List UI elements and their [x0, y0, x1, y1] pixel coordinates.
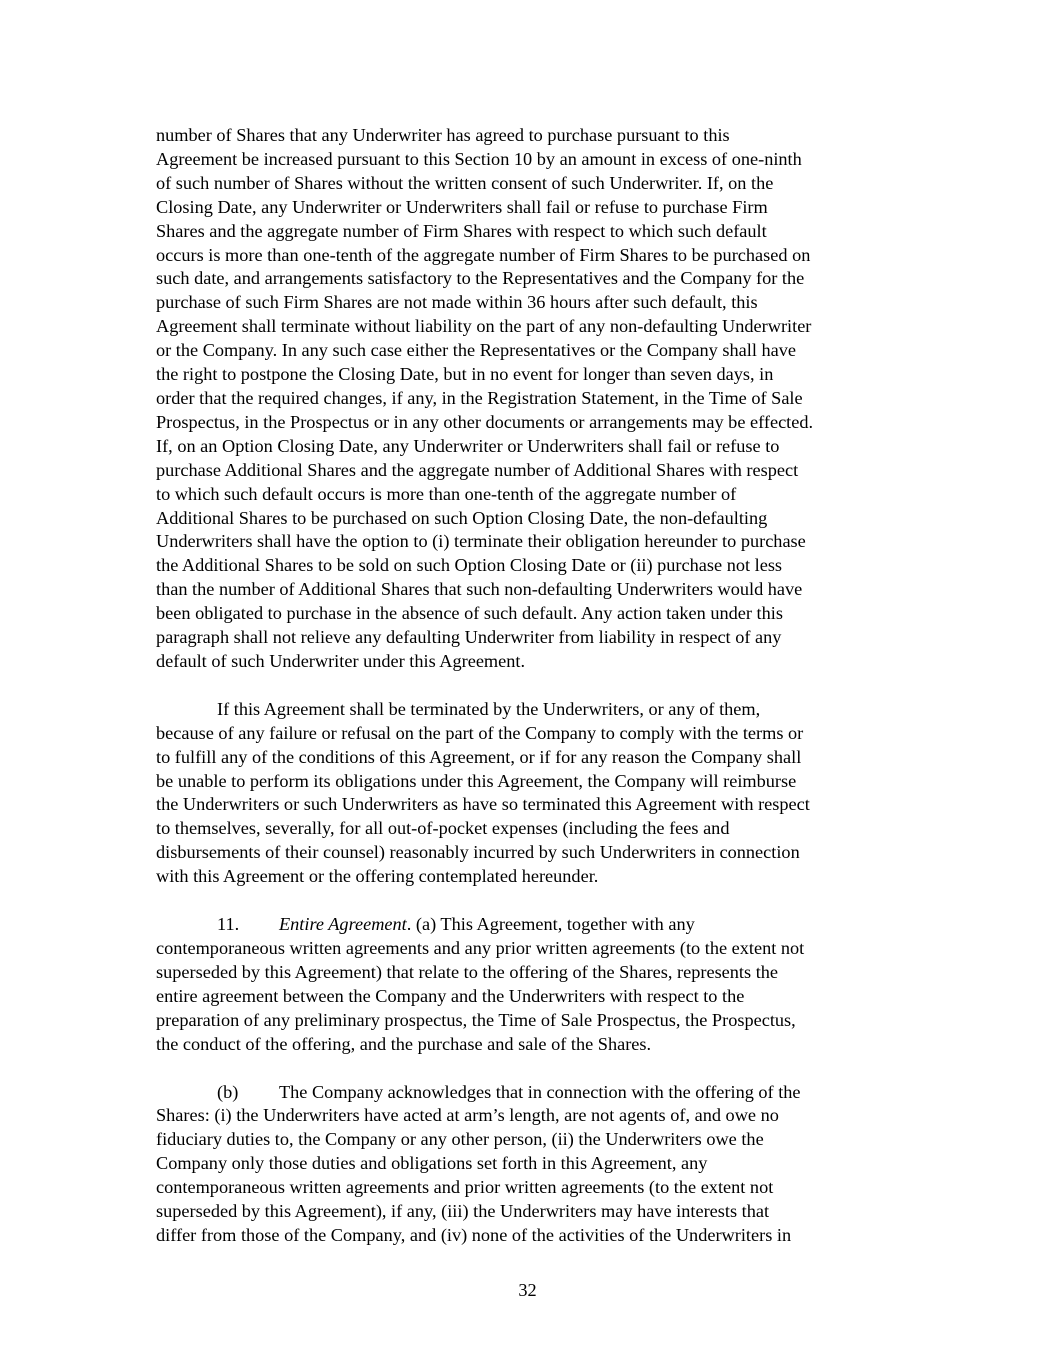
- paragraph-line: differ from those of the Company, and (iv) none of the activities of the Underwriters in: [156, 1224, 792, 1245]
- page-number: 32: [518, 1280, 537, 1300]
- paragraph-line: because of any failure or refusal on the part of the Company to comply with the terms or: [156, 722, 804, 743]
- paragraph-line: entire agreement between the Company and the Underwriters with respect to the: [156, 985, 745, 1006]
- paragraph-line: superseded by this Agreement) that relate to the offering of the Shares, represents the: [156, 961, 779, 982]
- paragraph-line: the right to postpone the Closing Date, but in no event for longer than seven days, in: [156, 364, 774, 385]
- paragraph-line: If, on an Option Closing Date, any Underwriter or Underwriters shall fail or refuse to: [156, 435, 780, 456]
- paragraph-line: contemporaneous written agreements and prior written agreements (to the extent not: [156, 1177, 774, 1198]
- paragraph-line: superseded by this Agreement), if any, (iii) the Underwriters may have interests that: [156, 1201, 770, 1222]
- paragraph-line: or the Company. In any such case either the Representatives or the Company shall have: [156, 340, 796, 361]
- paragraph-line: to fulfill any of the conditions of this Agreement, or if for any reason the Company shall: [156, 746, 802, 767]
- paragraph-line: purchase of such Firm Shares are not made within 36 hours after such default, this: [156, 292, 758, 313]
- paragraph-line: preparation of any preliminary prospectus, the Time of Sale Prospectus, the Prospectus,: [156, 1009, 796, 1030]
- paragraph-line: default of such Underwriter under this Agreement.: [156, 650, 526, 671]
- paragraph-line: with this Agreement or the offering contemplated hereunder.: [156, 866, 599, 887]
- paragraph-line: been obligated to purchase in the absence of such default. Any action taken under this: [156, 603, 783, 624]
- paragraph-line: contemporaneous written agreements and any prior written agreements (to the extent not: [156, 938, 805, 958]
- section-heading: Entire Agreement: [279, 914, 407, 935]
- paragraph-line: paragraph shall not relieve any defaulting Underwriter from liability in respect of any: [156, 627, 782, 648]
- paragraph-line: be unable to perform its obligations under this Agreement, the Company will reimburse: [156, 770, 797, 791]
- paragraph-line: Company only those duties and obligations set forth in this Agreement, any: [156, 1153, 708, 1174]
- paragraph-line: Additional Shares to be purchased on such Option Closing Date, the non-defaulting: [156, 507, 768, 528]
- paragraph-line: to which such default occurs is more than one-tenth of the aggregate number of: [156, 483, 737, 504]
- paragraph-line: occurs is more than one-tenth of the aggregate number of Firm Shares to be purchased on: [156, 244, 811, 265]
- section-heading-suffix: . (a) This Agreement, together with any: [406, 914, 695, 935]
- subsection-label: (b): [217, 1081, 239, 1102]
- section-number: 11.: [217, 914, 240, 935]
- subsection-first-text: The Company acknowledges that in connection with the offering of the: [279, 1081, 801, 1102]
- paragraph-line: Closing Date, any Underwriter or Underwriters shall fail or refuse to purchase Firm: [156, 196, 768, 217]
- paragraph-line: Shares: (i) the Underwriters have acted at arm’s length, are not agents of, and owe no: [156, 1105, 779, 1126]
- paragraph-line: disbursements of their counsel) reasonably incurred by such Underwriters in connection: [156, 842, 800, 863]
- paragraph-line: fiduciary duties to, the Company or any other person, (ii) the Underwriters owe the: [156, 1129, 764, 1150]
- paragraph-2: [156, 698, 901, 889]
- paragraph-line: such date, and arrangements satisfactory to the Representatives and the Company for the: [156, 268, 805, 289]
- paragraph-line: the Additional Shares to be sold on such Option Closing Date or (ii) purchase not less: [156, 555, 783, 576]
- document-body: [156, 124, 901, 1248]
- paragraph-line: of such number of Shares without the written consent of such Underwriter. If, on the: [156, 172, 774, 193]
- subsection-first-line: [156, 1081, 901, 1105]
- paragraph-line: the Underwriters or such Underwriters as have so terminated this Agreement with respect: [156, 794, 810, 815]
- paragraph-line: order that the required changes, if any, in the Registration Statement, in the Time of Sale: [156, 387, 803, 408]
- paragraph-line: Prospectus, in the Prospectus or in any other documents or arrangements may be effected.: [156, 411, 814, 432]
- paragraph-line: number of Shares that any Underwriter has agreed to purchase pursuant to this: [156, 125, 730, 145]
- paragraph-line: Agreement be increased pursuant to this Section 10 by an amount in excess of one-ninth: [156, 148, 802, 169]
- section-heading-line: [156, 913, 901, 937]
- paragraph-line: than the number of Additional Shares that such non-defaulting Underwriters would have: [156, 579, 803, 600]
- paragraph-line: to themselves, severally, for all out-of-pocket expenses (including the fees and: [156, 818, 730, 839]
- paragraph-line: Underwriters shall have the option to (i) terminate their obligation hereunder to purchase: [156, 531, 806, 552]
- paragraph-line: Shares and the aggregate number of Firm Shares with respect to which such default: [156, 220, 767, 241]
- paragraph-line: purchase Additional Shares and the aggregate number of Additional Shares with respect: [156, 459, 799, 480]
- paragraph-line-first: [156, 698, 901, 722]
- paragraph-line-text: If this Agreement shall be terminated by the Underwriters, or any of them,: [217, 698, 761, 719]
- section-11: [156, 913, 901, 1056]
- paragraph-1: [156, 124, 901, 674]
- paragraph-line: the conduct of the offering, and the purchase and sale of the Shares.: [156, 1033, 652, 1054]
- paragraph-line: Agreement shall terminate without liability on the part of any non-defaulting Underwriter: [156, 316, 812, 337]
- section-11b: [156, 1081, 901, 1248]
